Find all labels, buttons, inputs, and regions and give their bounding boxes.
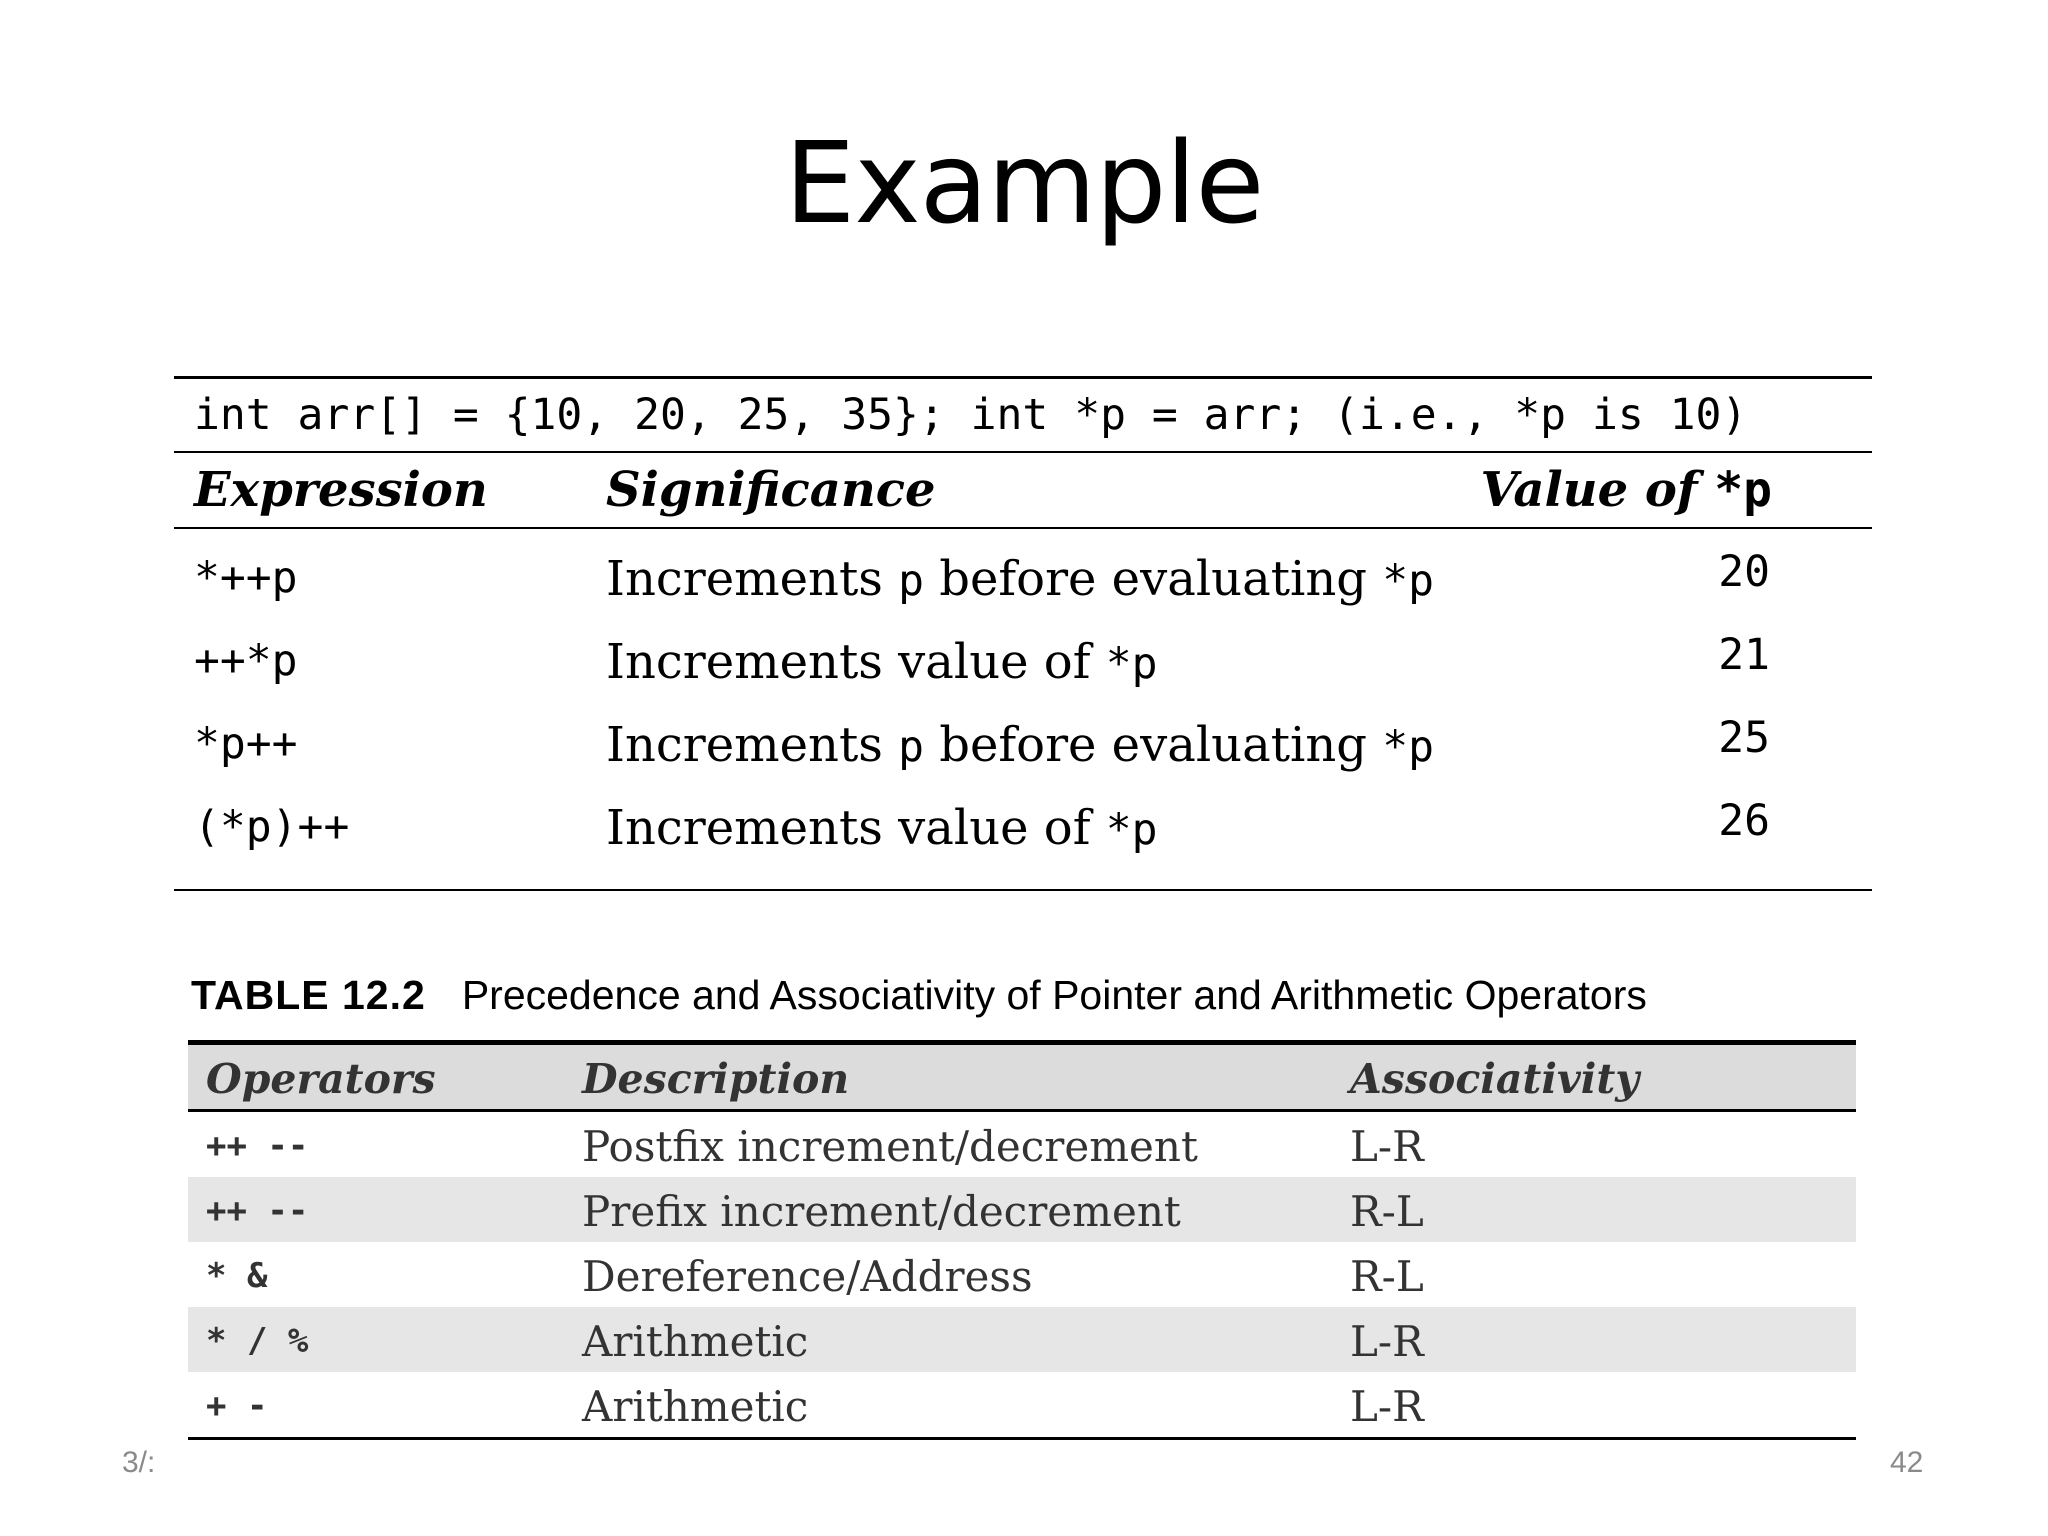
header-value xyxy=(1481,462,1773,518)
slide-title: Example xyxy=(784,119,1264,249)
table-header-row xyxy=(174,453,1872,527)
value-cell: 26 xyxy=(1718,796,1770,846)
description-cell: Arithmetic xyxy=(582,1382,809,1431)
description-cell: Arithmetic xyxy=(582,1317,809,1366)
significance-cell xyxy=(606,634,1158,690)
significance-cell xyxy=(606,717,1434,773)
expression-cell: *++p xyxy=(194,553,298,603)
sig-text: Increments xyxy=(606,717,899,773)
header-expression: Expression xyxy=(194,462,488,518)
table-row xyxy=(174,709,1872,792)
associativity-cell: R-L xyxy=(1350,1187,1424,1236)
operators-cell: * / % xyxy=(206,1321,309,1361)
sig-text: Increments xyxy=(606,551,899,607)
operators-cell: ++ -- xyxy=(206,1126,309,1166)
table-rule xyxy=(174,889,1872,891)
value-cell: 21 xyxy=(1718,630,1770,680)
table-row xyxy=(174,543,1872,626)
sig-code: *p xyxy=(1105,805,1158,855)
sig-text: Increments value of xyxy=(606,800,1106,856)
sig-text: before evaluating xyxy=(924,717,1383,773)
sig-code: *p xyxy=(1382,556,1435,606)
operators-cell: * & xyxy=(206,1256,268,1296)
pointer-expression-table xyxy=(174,376,1872,891)
table-row xyxy=(188,1177,1856,1242)
sig-text: before evaluating xyxy=(924,551,1383,607)
description-cell: Postfix increment/decrement xyxy=(582,1122,1198,1171)
description-cell: Prefix increment/decrement xyxy=(582,1187,1181,1236)
precedence-table xyxy=(188,1040,1856,1440)
footer-date: 3/: xyxy=(122,1446,156,1479)
table-rule xyxy=(188,1437,1856,1440)
header-associativity: Associativity xyxy=(1350,1055,1640,1103)
significance-cell xyxy=(606,551,1434,607)
table-row xyxy=(188,1112,1856,1177)
sig-text: Increments value of xyxy=(606,634,1106,690)
table-header-row xyxy=(188,1045,1856,1109)
header-value-code: *p xyxy=(1714,462,1772,518)
associativity-cell: L-R xyxy=(1350,1317,1424,1366)
declaration-code: int arr[] = {10, 20, 25, 35}; int *p = arr; (i.e., *p is 10) xyxy=(194,390,1748,440)
operators-cell: ++ -- xyxy=(206,1191,309,1231)
expression-cell: *p++ xyxy=(194,719,298,769)
table-body xyxy=(174,529,1872,889)
value-cell: 20 xyxy=(1718,547,1770,597)
table-row xyxy=(188,1372,1856,1437)
sig-code: p xyxy=(898,556,925,606)
operators-cell: + - xyxy=(206,1386,268,1426)
header-value-prefix: Value of xyxy=(1480,462,1715,518)
sig-code: *p xyxy=(1382,722,1435,772)
associativity-cell: L-R xyxy=(1350,1382,1424,1431)
table-row xyxy=(188,1242,1856,1307)
expression-cell: ++*p xyxy=(194,636,298,686)
table-caption-number: TABLE 12.2 xyxy=(191,972,426,1018)
expression-cell: (*p)++ xyxy=(194,802,350,852)
associativity-cell: L-R xyxy=(1350,1122,1424,1171)
table-row xyxy=(174,626,1872,709)
value-cell: 25 xyxy=(1718,713,1770,763)
description-cell: Dereference/Address xyxy=(582,1252,1033,1301)
table-caption-text: Precedence and Associativity of Pointer and Arithmetic Operators xyxy=(461,972,1647,1018)
sig-code: *p xyxy=(1105,639,1158,689)
table-row xyxy=(188,1307,1856,1372)
header-operators: Operators xyxy=(206,1055,436,1103)
table-caption xyxy=(191,972,1647,1019)
sig-code: p xyxy=(898,722,925,772)
header-significance: Significance xyxy=(606,462,936,518)
slide-number: 42 xyxy=(1890,1446,1924,1479)
associativity-cell: R-L xyxy=(1350,1252,1424,1301)
header-description: Description xyxy=(582,1055,850,1103)
significance-cell xyxy=(606,800,1158,856)
table-row xyxy=(174,792,1872,875)
